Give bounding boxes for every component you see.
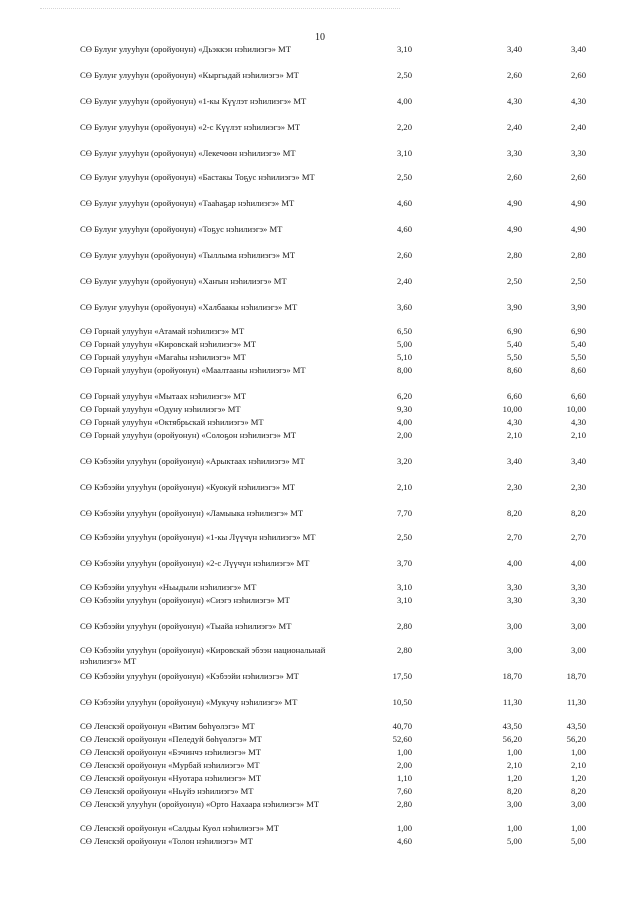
value-2024: 3,00 [506, 645, 522, 655]
value-2025: 3,00 [570, 799, 586, 809]
value-2024: 6,60 [506, 391, 522, 401]
value-2025: 3,00 [570, 621, 586, 631]
value-2025: 3,40 [570, 456, 586, 466]
value-2024: 2,60 [506, 70, 522, 80]
row-name: СӨ Ленскэй оройуонун «Ньүйэ нэһилиэгэ» МТ [80, 786, 254, 796]
value-2024: 3,40 [506, 456, 522, 466]
value-2025: 2,10 [570, 430, 586, 440]
value-2025: 2,50 [570, 276, 586, 286]
value-2024: 2,10 [506, 430, 522, 440]
row-name: СӨ Ленскэй оройуонун «Витим бөһүөлэгэ» МТ [80, 721, 255, 731]
row-name: СӨ Булуҥ улууһун (оройуонун) «Халбаакы нэһилиэгэ» МТ [80, 302, 298, 312]
value-2024: 4,90 [506, 224, 522, 234]
value-2024: 4,30 [506, 417, 522, 427]
value-2024: 2,40 [506, 122, 522, 132]
row-name: СӨ Горнай улууһун «Кировскай нэһилиэгэ» МТ [80, 339, 257, 349]
row-name: СӨ Булуҥ улууһун (оройуонун) «Тыллыма нэһилиэгэ» МТ [80, 250, 296, 260]
value-2025: 2,60 [570, 172, 586, 182]
value-2023: 52,60 [392, 734, 412, 744]
row-name: СӨ Булуҥ улууһун (оройуонун) «Хаҥын нэһилиэгэ» МТ [80, 276, 287, 286]
value-2023: 8,00 [396, 365, 412, 375]
value-2023: 9,30 [396, 404, 412, 414]
row-name: СӨ Горнай улууһун «Одуну нэһилиэгэ» МТ [80, 404, 241, 414]
value-2025: 1,00 [570, 747, 586, 757]
value-2024: 2,60 [506, 172, 522, 182]
value-2024: 5,50 [506, 352, 522, 362]
row-name: СӨ Ленскэй улууһун (оройуонун) «Орто Нахаара нэһилиэгэ» МТ [80, 799, 320, 809]
value-2024: 3,30 [506, 582, 522, 592]
value-2024: 1,20 [506, 773, 522, 783]
value-2025: 2,60 [570, 70, 586, 80]
scan-speckle [40, 8, 400, 11]
row-name: СӨ Ленскэй оройуонун «Нуотара нэһилиэгэ» МТ [80, 773, 262, 783]
row-name: СӨ Ленскэй оройуонун «Толон нэһилиэгэ» МТ [80, 836, 253, 846]
row-name: СӨ Кэбээйи улууһун (оройуонун) «Ламыыка нэһилиэгэ» МТ [80, 508, 304, 518]
value-2023: 5,10 [396, 352, 412, 362]
value-2023: 3,20 [396, 456, 412, 466]
value-2023: 40,70 [392, 721, 412, 731]
row-name: СӨ Булуҥ улууһун (оройуонун) «Кыргыдай нэһилиэгэ» МТ [80, 70, 299, 80]
value-2025: 1,00 [570, 823, 586, 833]
value-2024: 3,40 [506, 44, 522, 54]
value-2025: 3,90 [570, 302, 586, 312]
row-name: СӨ Кэбээйи улууһун (оройуонун) «Тыайа нэһилиэгэ» МТ [80, 621, 292, 631]
value-2023: 5,00 [396, 339, 412, 349]
value-2025: 11,30 [566, 697, 586, 707]
row-name: СӨ Булуҥ улууһун (оройуонун) «Лекечөөн нэһилиэгэ» МТ [80, 148, 296, 158]
value-2024: 43,50 [502, 721, 522, 731]
value-2024: 3,00 [506, 799, 522, 809]
value-2023: 2,20 [396, 122, 412, 132]
value-2025: 56,20 [566, 734, 586, 744]
value-2023: 1,00 [396, 747, 412, 757]
value-2024: 5,40 [506, 339, 522, 349]
value-2024: 2,10 [506, 760, 522, 770]
value-2024: 56,20 [502, 734, 522, 744]
value-2023: 3,10 [396, 148, 412, 158]
row-name: СӨ Горнай улууһун «Октябрьскай нэһилиэгэ» МТ [80, 417, 264, 427]
value-2025: 10,00 [566, 404, 586, 414]
value-2023: 2,00 [396, 760, 412, 770]
value-2025: 3,00 [570, 645, 586, 655]
value-2023: 2,80 [396, 621, 412, 631]
value-2024: 2,80 [506, 250, 522, 260]
value-2025: 2,70 [570, 532, 586, 542]
value-2025: 4,00 [570, 558, 586, 568]
value-2025: 3,40 [570, 44, 586, 54]
value-2024: 6,90 [506, 326, 522, 336]
value-2025: 5,00 [570, 836, 586, 846]
value-2024: 3,90 [506, 302, 522, 312]
row-name: СӨ Горнай улууһун (оройуонун) «Солоҕон нэһилиэгэ» МТ [80, 430, 297, 440]
row-name: СӨ Булуҥ улууһун (оройуонун) «Дьэккэн нэһилиэгэ» МТ [80, 44, 291, 54]
value-2023: 4,00 [396, 96, 412, 106]
value-2025: 4,90 [570, 198, 586, 208]
value-2024: 2,30 [506, 482, 522, 492]
value-2023: 2,40 [396, 276, 412, 286]
value-2024: 8,20 [506, 786, 522, 796]
value-2025: 2,10 [570, 760, 586, 770]
row-name: СӨ Горнай улууһун «Мытаах нэһилиэгэ» МТ [80, 391, 247, 401]
value-2024: 11,30 [502, 697, 522, 707]
value-2023: 4,60 [396, 224, 412, 234]
value-2025: 4,30 [570, 417, 586, 427]
row-name: СӨ Кэбээйи улууһун (оройуонун) «Арыктаах нэһилиэгэ» МТ [80, 456, 305, 466]
page-number: 10 [315, 32, 325, 43]
row-name: СӨ Ленскэй оройуонун «Мурбай нэһилиэгэ» МТ [80, 760, 260, 770]
row-name: СӨ Кэбээйи улууһун (оройуонун) «Кировскай эбээн национальнай нэһилиэгэ» МТ [80, 645, 326, 666]
value-2023: 2,60 [396, 250, 412, 260]
row-name: СӨ Булуҥ улууһун (оройуонун) «1-кы Күүлэт нэһилиэгэ» МТ [80, 96, 307, 106]
value-2025: 6,90 [570, 326, 586, 336]
row-name: СӨ Горнай улууһун «Магаһы нэһилиэгэ» МТ [80, 352, 246, 362]
value-2023: 2,50 [396, 70, 412, 80]
value-2025: 8,20 [570, 508, 586, 518]
value-2025: 6,60 [570, 391, 586, 401]
value-2024: 2,70 [506, 532, 522, 542]
value-2024: 4,90 [506, 198, 522, 208]
value-2024: 18,70 [502, 671, 522, 681]
value-2025: 18,70 [566, 671, 586, 681]
value-2023: 3,70 [396, 558, 412, 568]
row-name: СӨ Булуҥ улууһун (оройуонун) «Тоҕус нэһилиэгэ» МТ [80, 224, 283, 234]
value-2024: 3,30 [506, 595, 522, 605]
value-2023: 2,10 [396, 482, 412, 492]
value-2023: 4,60 [396, 198, 412, 208]
value-2025: 2,30 [570, 482, 586, 492]
value-2024: 8,20 [506, 508, 522, 518]
value-2025: 5,40 [570, 339, 586, 349]
row-name: СӨ Кэбээйи улууһун (оройуонун) «Сиэгэ нэһилиэгэ» МТ [80, 595, 290, 605]
row-name: СӨ Кэбээйи улууһун «Ньыдыли нэһилиэгэ» МТ [80, 582, 257, 592]
value-2023: 3,10 [396, 44, 412, 54]
row-name: СӨ Булуҥ улууһун (оройуонун) «2-с Күүлэт нэһилиэгэ» МТ [80, 122, 301, 132]
value-2023: 1,10 [396, 773, 412, 783]
value-2025: 8,60 [570, 365, 586, 375]
value-2023: 3,60 [396, 302, 412, 312]
row-name: СӨ Кэбээйи улууһун (оройуонун) «2-с Лүүчүн нэһилиэгэ» МТ [80, 558, 310, 568]
value-2025: 3,30 [570, 148, 586, 158]
value-2025: 8,20 [570, 786, 586, 796]
value-2024: 3,00 [506, 621, 522, 631]
value-2025: 2,80 [570, 250, 586, 260]
value-2023: 2,50 [396, 532, 412, 542]
value-2024: 4,00 [506, 558, 522, 568]
row-name: СӨ Ленскэй оройуонун «Пеледуй бөһүөлэгэ» МТ [80, 734, 262, 744]
value-2024: 8,60 [506, 365, 522, 375]
value-2023: 2,80 [396, 645, 412, 655]
value-2025: 2,40 [570, 122, 586, 132]
value-2023: 7,70 [396, 508, 412, 518]
value-2023: 10,50 [392, 697, 412, 707]
value-2023: 6,20 [396, 391, 412, 401]
row-name: СӨ Ленскэй оройуонун «Бэчинчэ нэһилиэгэ» МТ [80, 747, 262, 757]
value-2023: 17,50 [392, 671, 412, 681]
row-name: СӨ Ленскэй оройуонун «Салдьы Куөл нэһилиэгэ» МТ [80, 823, 279, 833]
value-2023: 2,80 [396, 799, 412, 809]
row-name: СӨ Булуҥ улууһун (оройуонун) «Бастакы Тоҕус нэһилиэгэ» МТ [80, 172, 315, 182]
row-name: СӨ Кэбээйи улууһун (оройуонун) «Куокуй нэһилиэгэ» МТ [80, 482, 296, 492]
value-2025: 1,20 [570, 773, 586, 783]
value-2023: 3,10 [396, 595, 412, 605]
value-2023: 3,10 [396, 582, 412, 592]
value-2024: 1,00 [506, 747, 522, 757]
row-name: СӨ Кэбээйи улууһун (оройуонун) «1-кы Лүүчүн нэһилиэгэ» МТ [80, 532, 316, 542]
value-2025: 43,50 [566, 721, 586, 731]
value-2023: 4,60 [396, 836, 412, 846]
row-name: СӨ Кэбээйи улууһун (оройуонун) «Кэбээйи нэһилиэгэ» МТ [80, 671, 299, 681]
value-2023: 4,00 [396, 417, 412, 427]
value-2023: 2,00 [396, 430, 412, 440]
row-name: СӨ Кэбээйи улууһун (оройуонун) «Мукучу нэһилиэгэ» МТ [80, 697, 298, 707]
value-2024: 2,50 [506, 276, 522, 286]
value-2025: 4,30 [570, 96, 586, 106]
value-2023: 7,60 [396, 786, 412, 796]
value-2024: 10,00 [502, 404, 522, 414]
row-name: СӨ Горнай улууһун (оройуонун) «Маалтааны нэһилиэгэ» МТ [80, 365, 306, 375]
value-2025: 5,50 [570, 352, 586, 362]
value-2024: 1,00 [506, 823, 522, 833]
value-2024: 5,00 [506, 836, 522, 846]
value-2024: 4,30 [506, 96, 522, 106]
value-2025: 4,90 [570, 224, 586, 234]
row-name: СӨ Булуҥ улууһун (оройуонун) «Тааһаҕар нэһилиэгэ» МТ [80, 198, 295, 208]
value-2025: 3,30 [570, 595, 586, 605]
row-name: СӨ Горнай улууһун «Атамай нэһилиэгэ» МТ [80, 326, 245, 336]
value-2024: 3,30 [506, 148, 522, 158]
value-2023: 6,50 [396, 326, 412, 336]
value-2023: 1,00 [396, 823, 412, 833]
value-2025: 3,30 [570, 582, 586, 592]
value-2023: 2,50 [396, 172, 412, 182]
